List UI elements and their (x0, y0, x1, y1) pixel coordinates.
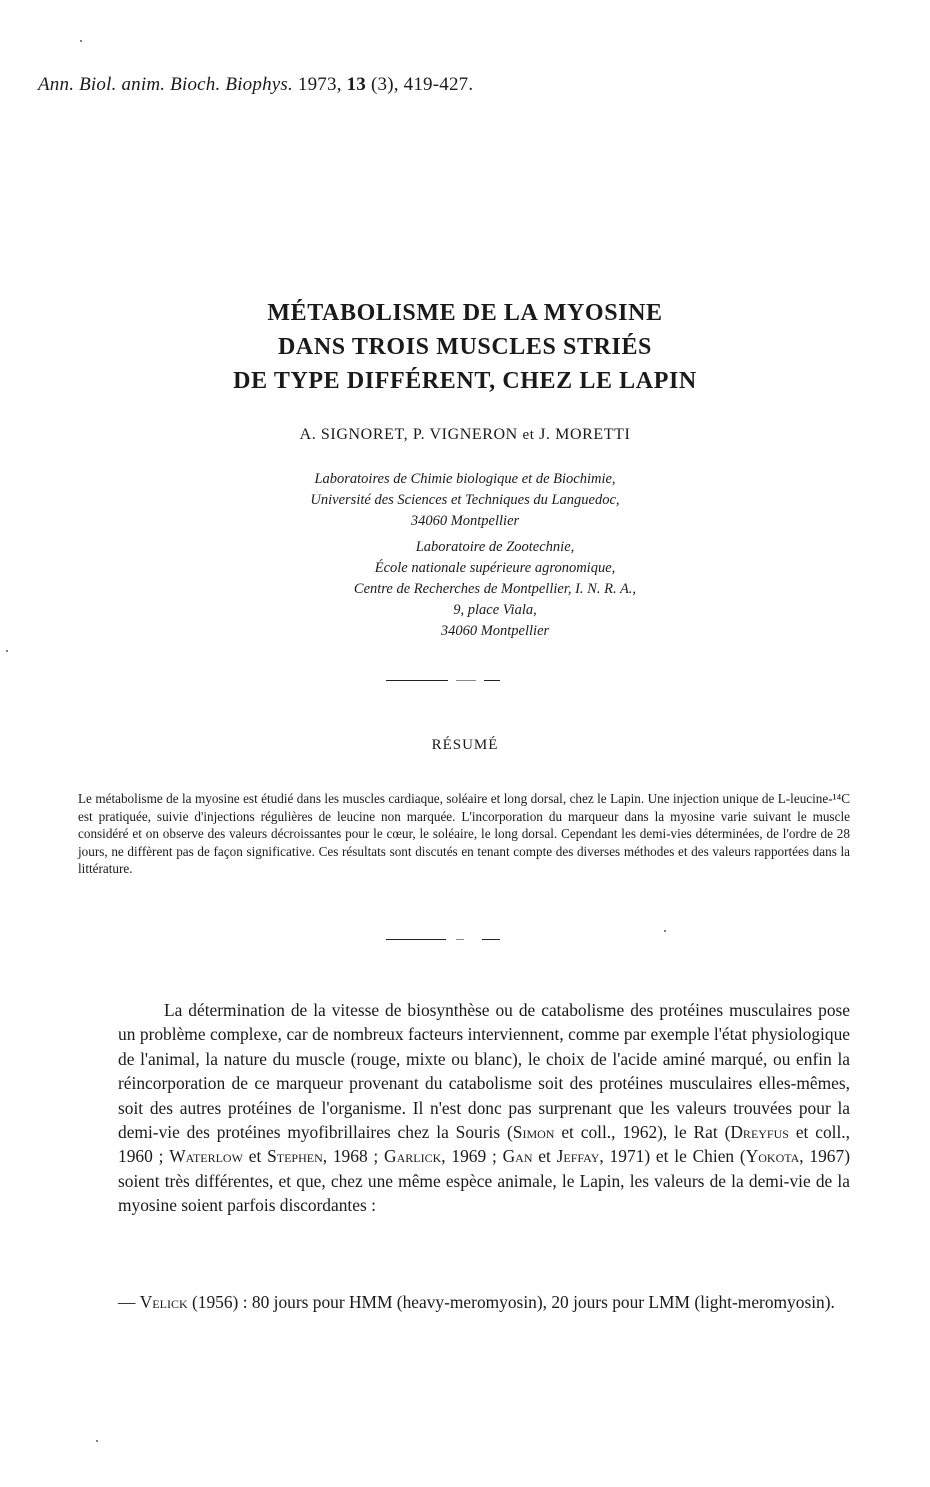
list-item-text: (1956) : 80 jours pour HMM (heavy-meromyosin), 20 jours pour LMM (light-meromyosin). (187, 1292, 835, 1312)
separator-rule (386, 939, 446, 940)
body-text-run: et (242, 1146, 268, 1167)
cited-author: Yokota (745, 1146, 800, 1167)
scan-speck (80, 40, 82, 42)
scan-speck (96, 1440, 98, 1442)
scan-speck (664, 930, 666, 932)
body-text-run: , 1971) et le Chien ( (599, 1146, 746, 1167)
affiliation-2-line: 34060 Montpellier (440, 623, 550, 639)
author-conjunction: et (522, 427, 535, 443)
affiliation-1-line: Université des Sciences et Techniques du Languedoc, (310, 492, 620, 508)
body-text-run: et coll., 1960 ; (118, 1122, 851, 1167)
affiliation-2-line: Laboratoire de Zootechnie, (415, 539, 575, 555)
journal-year: 1973, (297, 74, 342, 95)
journal-volume: 13 (346, 74, 367, 95)
cited-author: Stephen (267, 1146, 323, 1167)
body-text-run: , 1969 ; (441, 1146, 503, 1167)
author-names-2: J. MORETTI (539, 426, 631, 443)
journal-issue-pages: (3), 419-427. (370, 74, 474, 95)
body-text (118, 998, 850, 1218)
body-paragraph (118, 998, 850, 1218)
list-item (118, 1290, 850, 1314)
affiliation-2-line: Centre de Recherches de Montpellier, I. N. R. A., (353, 581, 637, 597)
body-text-run: La détermination de la vitesse de biosynthèse ou de catabolisme des protéines musculaires pose un problème complexe, car de nombreux facteurs interviennent, comme par exemple l'état physiologique de l'animal, la nature du muscle (rouge, mixte ou blanc), le choix de l'acide aminé marqué, ou enfin la réincorporation de ce marqueur provenant du catabolisme soit des protéines musculaires elles-mêmes, soit des autres protéines de l'organisme. Il n'est donc pas surprenant que les valeurs trouvées pour la demi-vie des protéines myofibrillaires chez la Souris ( (118, 1000, 850, 1143)
body-text-run: , 1967) soient très différentes, et que, chez une même espèce animale, le Lapin, les valeurs de la demi-vie de la myosine soient parfois discordantes : (118, 1146, 850, 1216)
abstract-text: Le métabolisme de la myosine est étudié dans les muscles cardiaque, soléaire et long dorsal, chez le Lapin. Une injection unique de L-leucine-¹⁴C est pratiquée, suivie d'injections régulières de leucine non marquée. L'incorporation du marqueur dans la myosine varie suivant le muscle considéré et on observe des valeurs décroissantes pour le cœur, le soléaire, le long dorsal. Cependant les demi-vies déterminées, de l'ordre de 28 jours, ne diffèrent pas de façon significative. Ces résultats sont discutés en tenant compte des diverses méthodes et des valeurs rapportées dans la littérature. (78, 791, 850, 876)
author-list (0, 426, 930, 444)
scan-speck (6, 650, 8, 652)
separator-rule (386, 680, 448, 681)
cited-author: Simon (512, 1122, 555, 1143)
separator-rule (482, 939, 500, 940)
cited-author: Garlick (384, 1146, 442, 1167)
body-text-run: , 1968 ; (322, 1146, 385, 1167)
separator-rule (456, 939, 464, 940)
article-title (0, 296, 930, 398)
affiliation-2-line: École nationale supérieure agronomique, (374, 560, 616, 576)
cited-author: Velick (139, 1292, 188, 1312)
cited-author: Gan (502, 1146, 533, 1167)
list-dash: — (118, 1292, 136, 1312)
affiliation-2-line: 9, place Viala, (453, 602, 537, 618)
cited-author: Waterlow (169, 1146, 243, 1167)
resume-heading: RÉSUMÉ (431, 737, 499, 753)
title-line-3: DE TYPE DIFFÉRENT, CHEZ LE LAPIN (233, 368, 697, 394)
journal-citation (38, 74, 473, 96)
title-line-1: MÉTABOLISME DE LA MYOSINE (267, 300, 663, 326)
title-line-2: DANS TROIS MUSCLES STRIÉS (277, 334, 652, 360)
author-names-1: A. SIGNORET, P. VIGNERON (299, 426, 518, 443)
affiliation-2 (30, 537, 930, 642)
affiliation-1-line: 34060 Montpellier (410, 513, 520, 529)
affiliation-1-line: Laboratoires de Chimie biologique et de Biochimie, (314, 471, 616, 487)
body-text-run: et coll., 1962), le Rat ( (554, 1122, 731, 1143)
journal-name: Ann. Biol. anim. Bioch. Biophys. (38, 74, 293, 95)
cited-author: Dreyfus (730, 1122, 789, 1143)
body-text-run: et (532, 1146, 557, 1167)
separator-rule (484, 680, 500, 681)
affiliation-1 (0, 469, 930, 532)
separator-rule (456, 680, 476, 681)
cited-author: Jeffay (556, 1146, 600, 1167)
